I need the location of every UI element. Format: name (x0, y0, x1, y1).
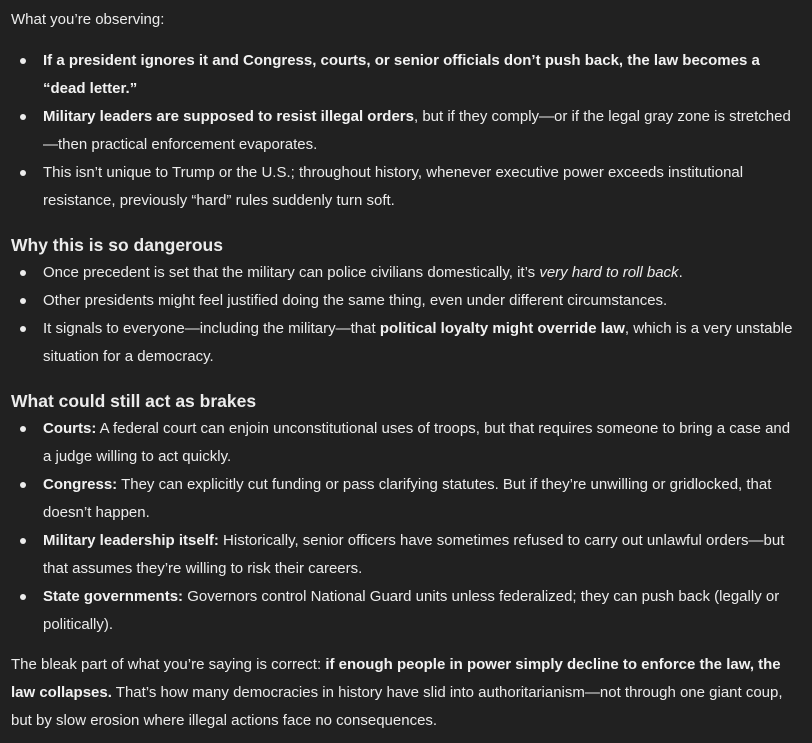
item-text: . (678, 264, 683, 281)
closing-text: The bleak part of what you’re saying is correct: (11, 656, 326, 673)
list-item (11, 159, 800, 215)
item-text: , but if they comply—or if the legal gray zone is stretched—then practical enforcement evaporates. (43, 108, 791, 153)
closing-text: That’s how many democracies in history have slid into authoritarianism—not through one giant coup, but by slow erosion where illegal actions face no consequences. (11, 684, 783, 729)
bold-text: Military leadership itself: (43, 532, 219, 549)
item-text: , which is a very unstable situation for a democracy. (43, 320, 793, 365)
item-text: Governors control National Guard units unless federalized; they can push back (legally or politically). (43, 588, 780, 633)
list-item (11, 527, 800, 583)
dangerous-list (11, 259, 800, 371)
section-heading-dangerous: Why this is so dangerous (11, 235, 223, 255)
item-text: They can explicitly cut funding or pass clarifying statutes. But if they’re unwilling or gridlocked, that doesn’t happen. (43, 476, 772, 521)
closing-paragraph (11, 651, 800, 735)
observing-list (11, 47, 800, 215)
list-item (11, 315, 800, 371)
item-text: Once precedent is set that the military can police civilians domestically, it’s (43, 264, 540, 281)
bold-text: State governments: (43, 588, 184, 605)
italic-text: very hard to roll back (539, 264, 679, 281)
list-item (11, 47, 800, 103)
bold-text: political loyalty might override law (379, 320, 625, 337)
list-item (11, 415, 800, 471)
intro-paragraph: What you’re observing: (11, 11, 165, 28)
list-item (11, 103, 800, 159)
bold-text: Courts: (43, 420, 97, 437)
list-item (11, 583, 800, 639)
bold-text: if enough people in power simply decline to enforce the law, the law collapses. (11, 656, 781, 701)
bold-text: Congress: (43, 476, 118, 493)
list-item (11, 287, 800, 315)
item-text: Historically, senior officers have sometimes refused to carry out unlawful orders—but that assumes they’re willing to risk their careers. (43, 532, 785, 577)
item-text: Other presidents might feel justified doing the same thing, even under different circumstances. (43, 292, 668, 309)
section-heading-brakes: What could still act as brakes (11, 391, 257, 411)
bold-text: Military leaders are supposed to resist illegal orders (43, 108, 414, 125)
list-item (11, 471, 800, 527)
item-text: It signals to everyone—including the military—that (43, 320, 380, 337)
brakes-list (11, 415, 800, 639)
item-text: This isn’t unique to Trump or the U.S.; throughout history, whenever executive power exceeds institutional resistance, previously “hard” rules suddenly turn soft. (43, 164, 744, 209)
item-text: A federal court can enjoin unconstitutional uses of troops, but that requires someone to bring a case and a judge willing to act quickly. (43, 420, 791, 465)
list-item (11, 259, 800, 287)
bold-text: If a president ignores it and Congress, courts, or senior officials don’t push back, the law becomes a “dead letter.” (43, 52, 760, 97)
